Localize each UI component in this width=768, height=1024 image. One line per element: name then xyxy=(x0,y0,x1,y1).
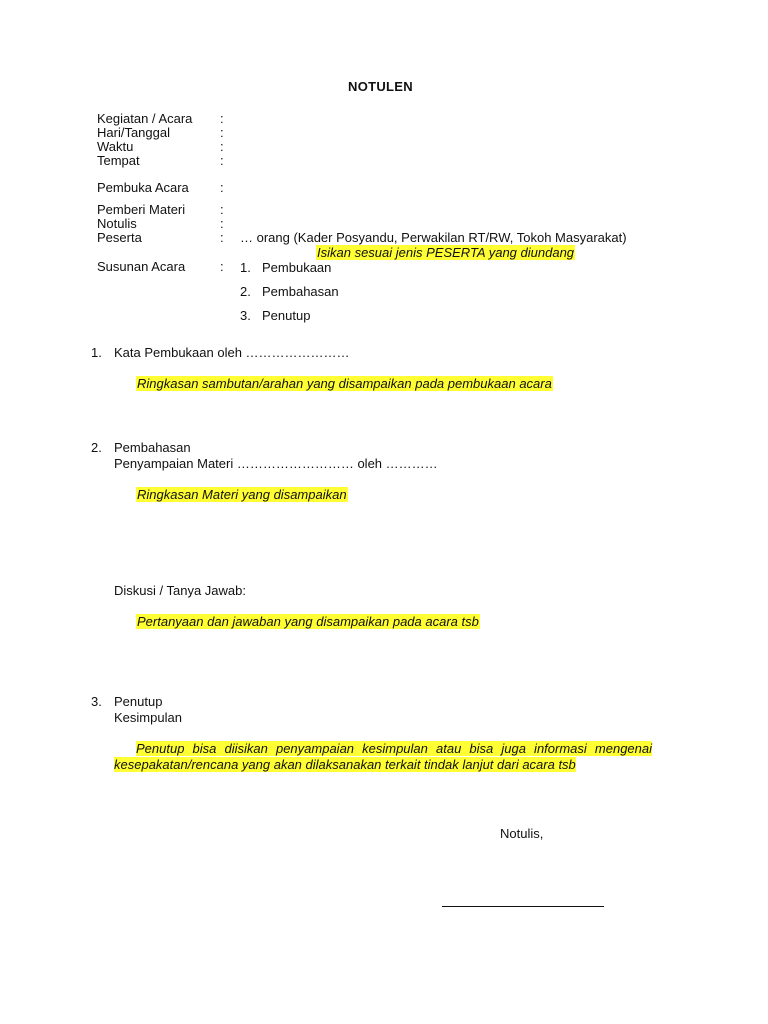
section-heading: Pembahasan xyxy=(114,440,191,455)
section-number: 1. xyxy=(91,345,102,360)
section-number: 3. xyxy=(91,694,102,709)
signature-label: Notulis, xyxy=(500,826,544,841)
field-value-peserta: … orang (Kader Posyandu, Perwakilan RT/RW, Tokoh Masyarakat) xyxy=(240,230,627,245)
conclusion-note-line1: Penutup bisa diisikan penyampaian kesimpulan atau bisa juga informasi mengenai xyxy=(136,741,652,756)
field-colon: : xyxy=(220,180,224,195)
field-label-peserta: Peserta xyxy=(97,230,142,245)
discussion-note: Pertanyaan dan jawaban yang disampaikan pada acara tsb xyxy=(137,614,479,629)
field-label-waktu: Waktu xyxy=(97,139,134,154)
field-label-pembuka-acara: Pembuka Acara xyxy=(97,180,189,195)
field-colon: : xyxy=(220,230,224,245)
conclusion-note xyxy=(114,741,652,773)
field-label-hari-tanggal: Hari/Tanggal xyxy=(97,125,170,140)
field-colon: : xyxy=(220,216,224,231)
field-colon: : xyxy=(220,125,224,140)
field-label-tempat: Tempat xyxy=(97,153,140,168)
section-heading: Penutup xyxy=(114,694,163,709)
signature-line xyxy=(442,906,604,907)
agenda-item-pembukaan: Pembukaan xyxy=(262,260,332,275)
field-colon: : xyxy=(220,259,224,274)
discussion-heading: Diskusi / Tanya Jawab: xyxy=(114,583,246,598)
agenda-item-pembahasan: Pembahasan xyxy=(262,284,339,299)
field-label-kegiatan: Kegiatan / Acara xyxy=(97,111,193,126)
agenda-item-number: 1. xyxy=(240,260,251,275)
section-subheading: Penyampaian Materi ……………………… oleh ………… xyxy=(114,456,438,471)
agenda-item-number: 3. xyxy=(240,308,251,323)
field-label-susunan-acara: Susunan Acara xyxy=(97,259,186,274)
section-heading: Kata Pembukaan oleh …………………… xyxy=(114,345,350,360)
conclusion-note-line2: kesepakatan/rencana yang akan dilaksanakan terkait tindak lanjut dari acara tsb xyxy=(114,757,576,772)
section-note: Ringkasan Materi yang disampaikan xyxy=(137,487,347,502)
document-title: NOTULEN xyxy=(348,79,413,94)
agenda-item-penutup: Penutup xyxy=(262,308,311,323)
field-colon: : xyxy=(220,139,224,154)
field-label-notulis: Notulis xyxy=(97,216,137,231)
field-colon: : xyxy=(220,202,224,217)
field-label-pemberi-materi: Pemberi Materi xyxy=(97,202,186,217)
peserta-note: Isikan sesuai jenis PESERTA yang diundang xyxy=(317,245,575,260)
field-colon: : xyxy=(220,153,224,168)
agenda-item-number: 2. xyxy=(240,284,251,299)
section-subheading: Kesimpulan xyxy=(114,710,182,725)
section-note: Ringkasan sambutan/arahan yang disampaikan pada pembukaan acara xyxy=(137,376,552,391)
section-number: 2. xyxy=(91,440,102,455)
field-colon: : xyxy=(220,111,224,126)
